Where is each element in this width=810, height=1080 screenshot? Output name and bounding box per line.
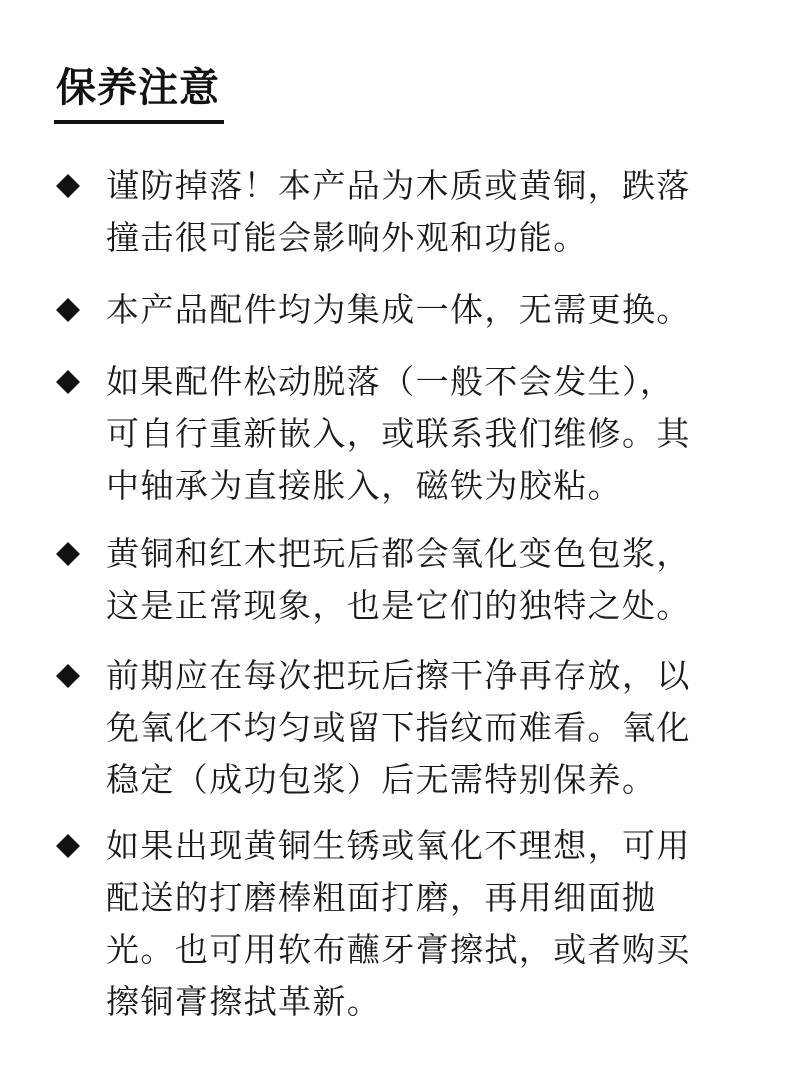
diamond-bullet-icon [56,298,80,322]
care-note-line: 可自行重新嵌入，或联系我们维修。其 [106,414,691,453]
care-note-line: 本产品配件均为集成一体，无需更换。 [106,290,691,329]
care-note-line: 撞击很可能会影响外观和功能。 [106,218,588,257]
care-note-line: 擦铜膏擦拭革新。 [106,982,382,1021]
care-note-line: 如果出现黄铜生锈或氧化不理想，可用 [106,826,691,865]
title-underline [54,120,224,124]
page-title: 保养注意 [56,65,220,111]
care-note-line: 前期应在每次把玩后擦干净再存放，以 [106,656,691,695]
diamond-bullet-icon [56,834,80,858]
care-note-line: 如果配件松动脱落（一般不会发生）， [106,362,675,401]
care-note-text [106,820,786,1028]
care-note-text [106,356,786,512]
care-note-line: 配送的打磨棒粗面打磨，再用细面抛 [106,878,657,917]
care-note-line: 稳定（成功包浆）后无需特别保养。 [106,760,657,799]
care-note-text [106,284,786,336]
care-note-text [106,650,786,806]
diamond-bullet-icon [56,664,80,688]
care-note-text [106,160,786,264]
care-note-line: 谨防掉落！本产品为木质或黄铜，跌落 [106,166,691,205]
care-note-line: 中轴承为直接胀入，磁铁为胶粘。 [106,466,622,505]
care-note-line: 这是正常现象，也是它们的独特之处。 [106,586,691,625]
care-note-line: 免氧化不均匀或留下指纹而难看。氧化 [106,708,691,747]
care-note-text [106,528,786,632]
diamond-bullet-icon [56,370,80,394]
diamond-bullet-icon [56,174,80,198]
care-note-line: 黄铜和红木把玩后都会氧化变色包浆， [106,534,691,573]
diamond-bullet-icon [56,542,80,566]
care-note-line: 光。也可用软布蘸牙膏擦拭，或者购买 [106,930,691,969]
